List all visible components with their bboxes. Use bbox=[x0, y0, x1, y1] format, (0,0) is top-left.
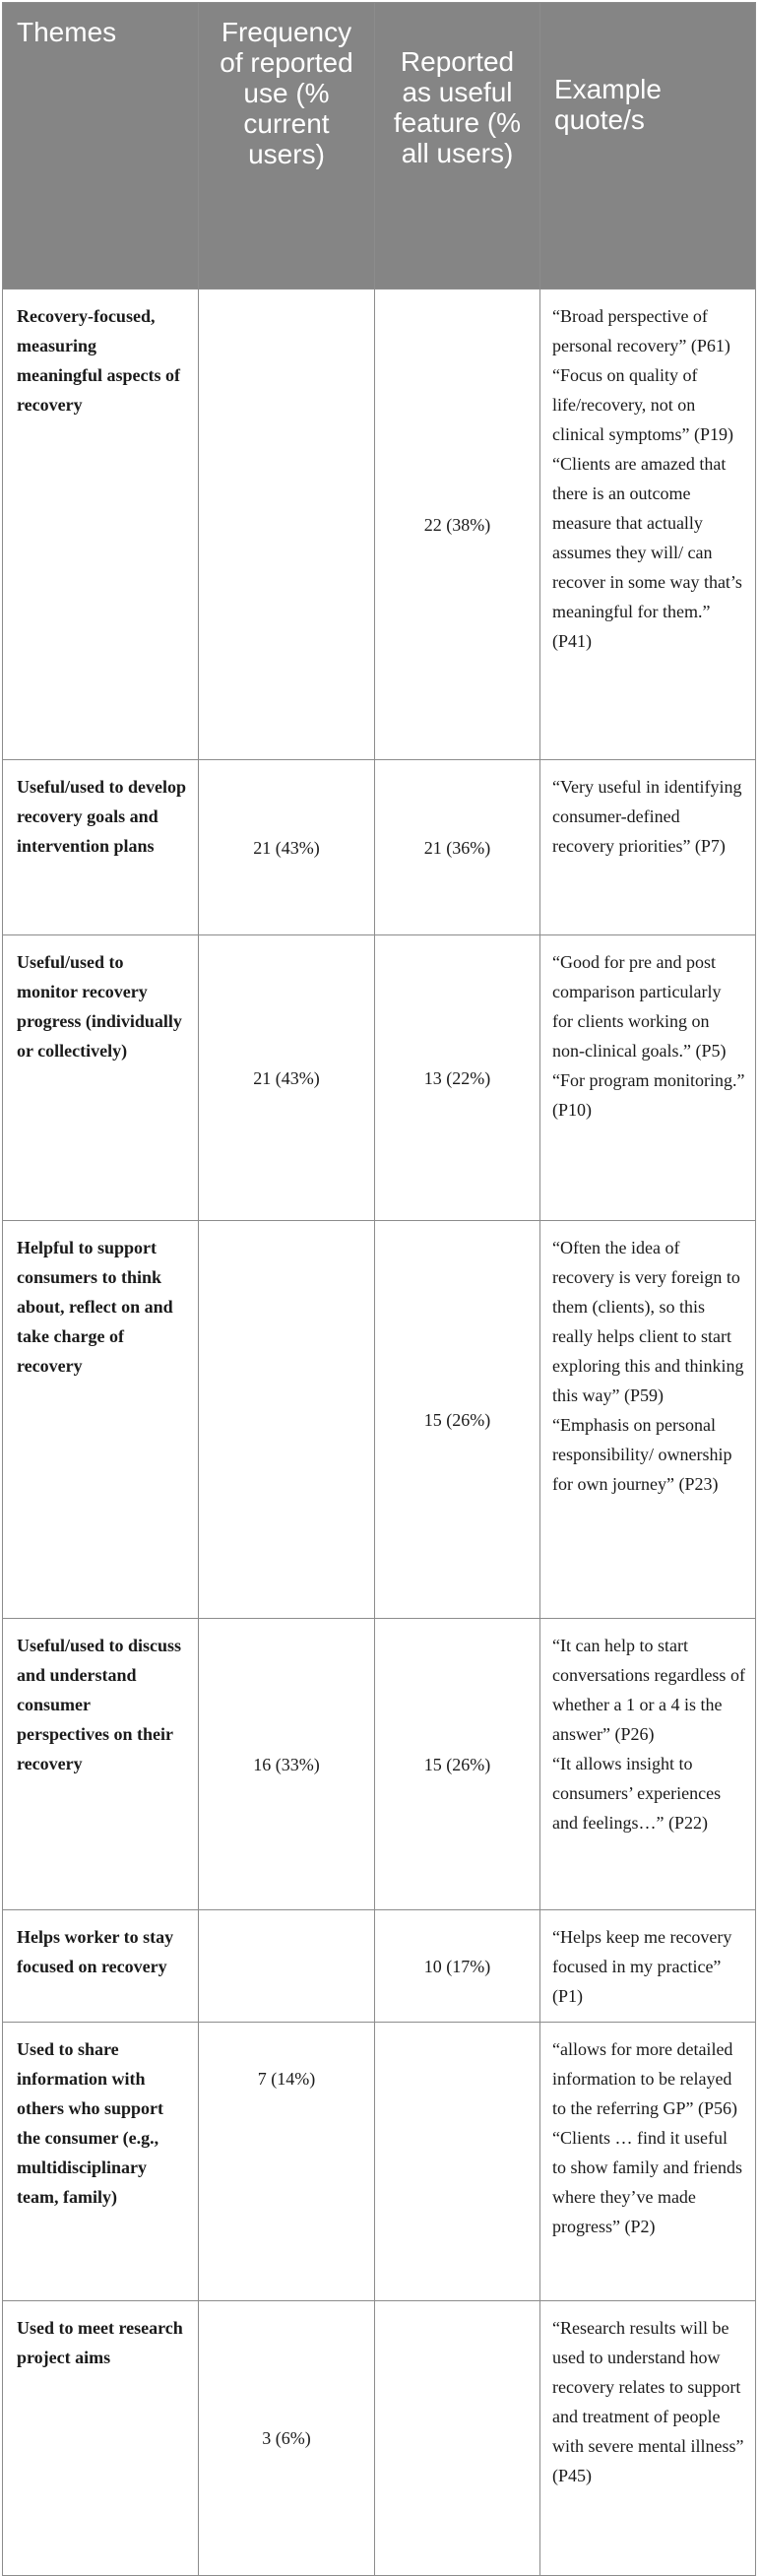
table-row bbox=[3, 1619, 756, 1910]
theme-cell: Helps worker to stay focused on recovery bbox=[3, 1910, 199, 2023]
quote-line: “It can help to start conversations regardless of whether a 1 or a 4 is the answer” (P26) bbox=[552, 1636, 745, 1744]
useful-cell: 10 (17%) bbox=[375, 1910, 540, 2023]
frequency-cell: 7 (14%) bbox=[199, 2023, 375, 2301]
quote-cell bbox=[540, 2301, 756, 2576]
quote-cell bbox=[540, 1619, 756, 1910]
quote-line: “Broad perspective of personal recovery” (P61) bbox=[552, 306, 730, 355]
quote-cell bbox=[540, 2023, 756, 2301]
useful-cell: 13 (22%) bbox=[375, 935, 540, 1221]
quote-line: “allows for more detailed information to be relayed to the referring GP” (P56) bbox=[552, 2039, 737, 2118]
frequency-cell bbox=[199, 1221, 375, 1619]
quote-line: “Focus on quality of life/recovery, not on clinical symptoms” (P19) bbox=[552, 365, 733, 444]
theme-cell: Recovery-focused, measuring meaningful aspects of recovery bbox=[3, 290, 199, 760]
useful-cell: 22 (38%) bbox=[375, 290, 540, 760]
theme-cell: Useful/used to develop recovery goals and intervention plans bbox=[3, 760, 199, 935]
quote-line: “Good for pre and post comparison particularly for clients working on non-clinical goals.” (P5) bbox=[552, 952, 727, 1061]
table-row bbox=[3, 1910, 756, 2023]
quote-cell bbox=[540, 1221, 756, 1619]
useful-cell bbox=[375, 2301, 540, 2576]
quote-line: “Research results will be used to understand how recovery relates to support and treatment of people with severe mental illness” (P45) bbox=[552, 2318, 744, 2485]
theme-cell: Useful/used to monitor recovery progress (individually or collectively) bbox=[3, 935, 199, 1221]
themes-table bbox=[2, 2, 756, 2576]
table-row bbox=[3, 1221, 756, 1619]
quote-line: “Emphasis on personal responsibility/ ownership for own journey” (P23) bbox=[552, 1415, 732, 1494]
quote-line: “Clients are amazed that there is an outcome measure that actually assumes they will/ can recover in some way that’s meaningful for them.” (P41) bbox=[552, 454, 742, 651]
header-themes: Themes bbox=[3, 3, 199, 290]
quote-line: “It allows insight to consumers’ experiences and feelings…” (P22) bbox=[552, 1754, 722, 1833]
table-row bbox=[3, 2301, 756, 2576]
theme-cell: Used to meet research project aims bbox=[3, 2301, 199, 2576]
header-frequency: Frequency of reported use (% current users) bbox=[199, 3, 375, 290]
quote-cell bbox=[540, 1910, 756, 2023]
quote-line: “Clients … find it useful to show family and friends where they’ve made progress” (P2) bbox=[552, 2128, 742, 2236]
useful-cell bbox=[375, 2023, 540, 2301]
table-row bbox=[3, 290, 756, 760]
table-row bbox=[3, 935, 756, 1221]
quote-cell bbox=[540, 290, 756, 760]
theme-cell: Useful/used to discuss and understand consumer perspectives on their recovery bbox=[3, 1619, 199, 1910]
quote-line: “For program monitoring.” (P10) bbox=[552, 1070, 745, 1120]
frequency-cell bbox=[199, 1910, 375, 2023]
table-row bbox=[3, 2023, 756, 2301]
frequency-cell: 21 (43%) bbox=[199, 760, 375, 935]
theme-cell: Helpful to support consumers to think about, reflect on and take charge of recovery bbox=[3, 1221, 199, 1619]
useful-cell: 15 (26%) bbox=[375, 1619, 540, 1910]
header-useful: Reported as useful feature (% all users) bbox=[375, 3, 540, 290]
frequency-cell bbox=[199, 290, 375, 760]
frequency-cell: 16 (33%) bbox=[199, 1619, 375, 1910]
quote-line: “Helps keep me recovery focused in my practice” (P1) bbox=[552, 1927, 732, 2006]
frequency-cell: 21 (43%) bbox=[199, 935, 375, 1221]
quote-line: “Very useful in identifying consumer-defined recovery priorities” (P7) bbox=[552, 777, 742, 856]
header-row bbox=[3, 3, 756, 290]
useful-cell: 15 (26%) bbox=[375, 1221, 540, 1619]
header-quotes: Example quote/s bbox=[540, 3, 756, 290]
theme-cell: Used to share information with others who support the consumer (e.g., multidisciplinary team, family) bbox=[3, 2023, 199, 2301]
frequency-cell: 3 (6%) bbox=[199, 2301, 375, 2576]
quote-cell bbox=[540, 760, 756, 935]
quote-cell bbox=[540, 935, 756, 1221]
quote-line: “Often the idea of recovery is very foreign to them (clients), so this really helps client to start exploring this and thinking this way” (P59) bbox=[552, 1238, 744, 1405]
table-row bbox=[3, 760, 756, 935]
useful-cell: 21 (36%) bbox=[375, 760, 540, 935]
